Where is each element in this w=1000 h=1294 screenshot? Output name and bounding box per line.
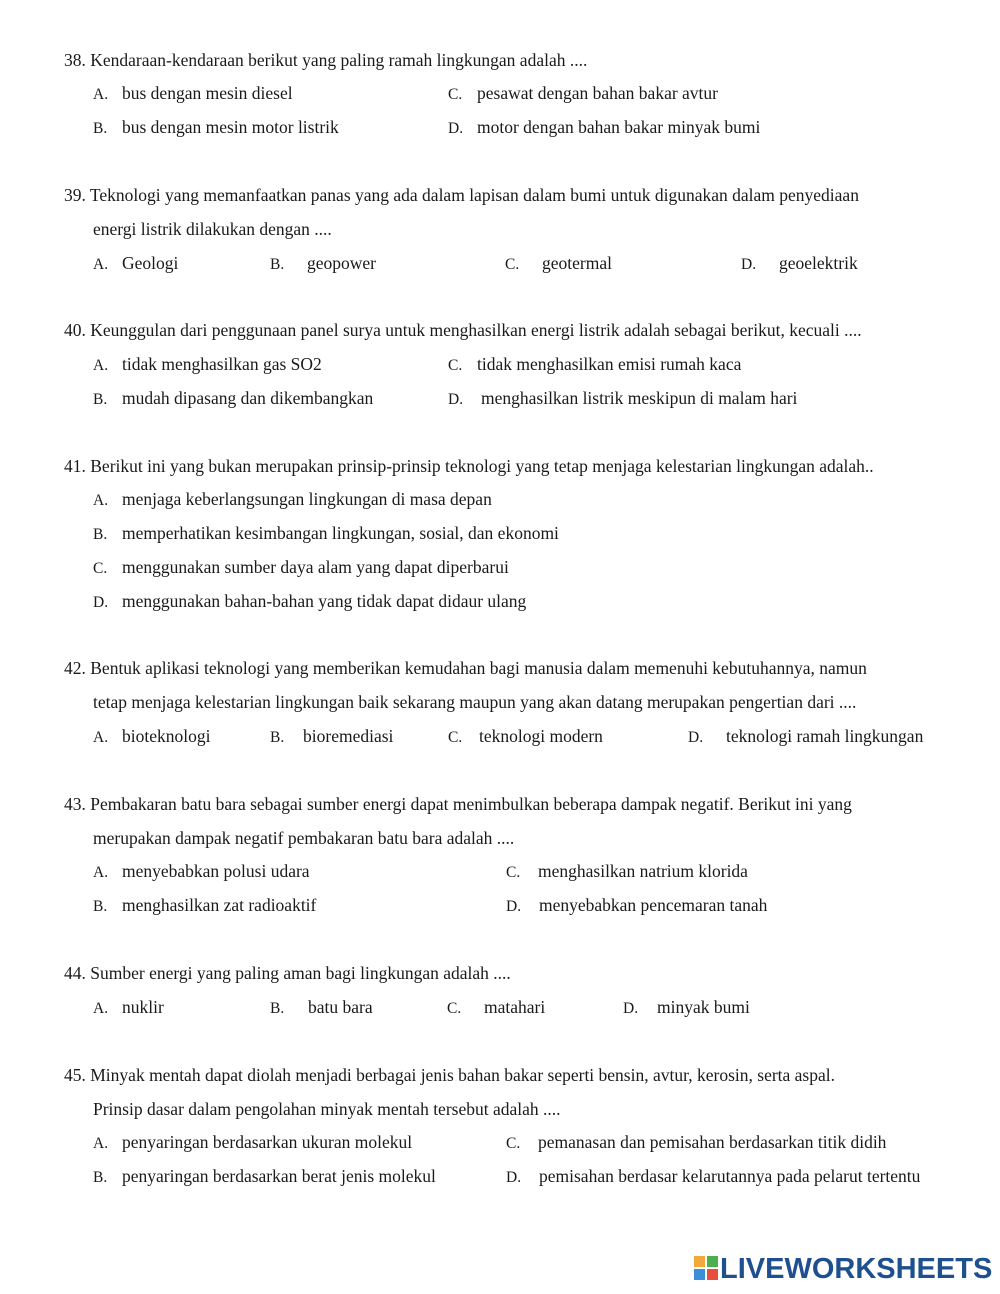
- logo-grid-icon: [694, 1256, 718, 1280]
- option-letter: A.: [93, 1135, 109, 1152]
- option-c[interactable]: [448, 82, 718, 106]
- logo-cell: [707, 1269, 718, 1280]
- option-b[interactable]: [270, 725, 393, 749]
- option-text: teknologi modern: [479, 726, 603, 746]
- option-text: batu bara: [308, 997, 373, 1017]
- option-text: mudah dipasang dan dikembangkan: [122, 388, 374, 408]
- option-text: menghasilkan natrium klorida: [538, 861, 748, 881]
- question-stem: 40. Keunggulan dari penggunaan panel surya untuk menghasilkan energi listrik adalah sebagai berikut, kecuali ....: [64, 320, 862, 340]
- option-letter: C.: [506, 864, 521, 881]
- option-letter: C.: [448, 729, 463, 746]
- option-letter: D.: [448, 120, 464, 137]
- option-letter: C.: [448, 86, 463, 103]
- option-d[interactable]: [448, 116, 760, 140]
- option-letter: B.: [93, 120, 108, 137]
- option-b[interactable]: [270, 996, 373, 1020]
- option-letter: D.: [448, 391, 464, 408]
- option-text: menyebabkan pencemaran tanah: [539, 895, 768, 915]
- option-text: bus dengan mesin diesel: [122, 83, 293, 103]
- option-letter: D.: [506, 1169, 522, 1186]
- option-letter: B.: [93, 1169, 108, 1186]
- option-c[interactable]: [93, 556, 509, 580]
- option-d[interactable]: [448, 387, 797, 411]
- option-b[interactable]: [93, 894, 316, 918]
- question-stem-continued: tetap menjaga kelestarian lingkungan baik sekarang maupun yang akan datang merupakan pengertian dari ....: [93, 692, 857, 712]
- option-c[interactable]: [505, 252, 612, 276]
- option-text: geopower: [307, 253, 377, 273]
- option-text: pemanasan dan pemisahan berdasarkan titik didih: [538, 1132, 887, 1152]
- option-letter: B.: [270, 1000, 285, 1017]
- option-d[interactable]: [506, 894, 767, 918]
- option-a[interactable]: [93, 996, 164, 1020]
- option-text: penyaringan berdasarkan berat jenis molekul: [122, 1166, 436, 1186]
- option-text: pesawat dengan bahan bakar avtur: [477, 83, 719, 103]
- option-letter: B.: [93, 898, 108, 915]
- option-letter: C.: [93, 560, 108, 577]
- question-stem: 44. Sumber energi yang paling aman bagi lingkungan adalah ....: [64, 963, 511, 983]
- question-stem: 42. Bentuk aplikasi teknologi yang memberikan kemudahan bagi manusia dalam memenuhi kebutuhannya, namun: [64, 658, 867, 678]
- option-letter: B.: [93, 526, 108, 543]
- option-text: bus dengan mesin motor listrik: [122, 117, 339, 137]
- option-b[interactable]: [93, 1165, 436, 1189]
- option-text: tidak menghasilkan emisi rumah kaca: [477, 354, 742, 374]
- option-a[interactable]: [93, 1131, 412, 1155]
- option-letter: A.: [93, 864, 109, 881]
- option-d[interactable]: [506, 1165, 920, 1189]
- option-letter: C.: [506, 1135, 521, 1152]
- option-c[interactable]: [447, 996, 545, 1020]
- option-b[interactable]: [270, 252, 376, 276]
- option-d[interactable]: [741, 252, 858, 276]
- option-text: pemisahan berdasar kelarutannya pada pelarut tertentu: [539, 1166, 921, 1186]
- option-a[interactable]: [93, 860, 310, 884]
- option-letter: D.: [93, 594, 109, 611]
- option-letter: A.: [93, 729, 109, 746]
- option-letter: C.: [447, 1000, 462, 1017]
- liveworksheets-logo: [694, 1253, 993, 1285]
- option-a[interactable]: [93, 488, 492, 512]
- option-text: teknologi ramah lingkungan: [726, 726, 924, 746]
- question-stem: 39. Teknologi yang memanfaatkan panas yang ada dalam lapisan dalam bumi untuk digunakan dalam penyediaan: [64, 185, 859, 205]
- option-text: matahari: [484, 997, 546, 1017]
- logo-cell: [694, 1269, 705, 1280]
- option-b[interactable]: [93, 387, 373, 411]
- option-letter: D.: [741, 256, 757, 273]
- option-a[interactable]: [93, 353, 322, 377]
- option-c[interactable]: [448, 353, 741, 377]
- question-stem-continued: Prinsip dasar dalam pengolahan minyak mentah tersebut adalah ....: [93, 1099, 561, 1119]
- option-letter: B.: [270, 729, 285, 746]
- question-stem-continued: energi listrik dilakukan dengan ....: [93, 219, 332, 239]
- option-text: menjaga keberlangsungan lingkungan di masa depan: [122, 489, 492, 509]
- option-text: Geologi: [122, 253, 179, 273]
- option-letter: A.: [93, 86, 109, 103]
- option-letter: A.: [93, 357, 109, 374]
- option-b[interactable]: [93, 522, 559, 546]
- option-c[interactable]: [506, 1131, 886, 1155]
- option-text: menyebabkan polusi udara: [122, 861, 310, 881]
- option-text: motor dengan bahan bakar minyak bumi: [477, 117, 761, 137]
- option-text: bioteknologi: [122, 726, 211, 746]
- option-d[interactable]: [688, 725, 923, 749]
- option-letter: C.: [505, 256, 520, 273]
- option-letter: A.: [93, 1000, 109, 1017]
- option-text: bioremediasi: [303, 726, 394, 746]
- option-letter: A.: [93, 256, 109, 273]
- option-letter: D.: [623, 1000, 639, 1017]
- logo-cell: [694, 1256, 705, 1267]
- brand-wordmark: LIVEWORKSHEETS: [720, 1253, 993, 1285]
- option-text: menghasilkan listrik meskipun di malam hari: [481, 388, 798, 408]
- option-letter: A.: [93, 492, 109, 509]
- option-a[interactable]: [93, 252, 178, 276]
- option-text: tidak menghasilkan gas SO2: [122, 354, 322, 374]
- option-text: memperhatikan kesimbangan lingkungan, sosial, dan ekonomi: [122, 523, 559, 543]
- option-text: menghasilkan zat radioaktif: [122, 895, 317, 915]
- question-stem: 41. Berikut ini yang bukan merupakan prinsip-prinsip teknologi yang tetap menjaga kelestarian lingkungan adalah..: [64, 456, 874, 476]
- option-text: penyaringan berdasarkan ukuran molekul: [122, 1132, 413, 1152]
- option-letter: B.: [93, 391, 108, 408]
- option-a[interactable]: [93, 82, 293, 106]
- question-stem: 38. Kendaraan-kendaraan berikut yang paling ramah lingkungan adalah ....: [64, 50, 588, 70]
- option-c[interactable]: [506, 860, 748, 884]
- logo-cell: [707, 1256, 718, 1267]
- option-b[interactable]: [93, 116, 339, 140]
- option-a[interactable]: [93, 725, 210, 749]
- question-stem: 43. Pembakaran batu bara sebagai sumber energi dapat menimbulkan beberapa dampak negatif. Berikut ini yang: [64, 794, 852, 814]
- option-c[interactable]: [448, 725, 603, 749]
- option-text: geotermal: [542, 253, 612, 273]
- question-stem-continued: merupakan dampak negatif pembakaran batu bara adalah ....: [93, 828, 515, 848]
- option-letter: B.: [270, 256, 285, 273]
- option-d[interactable]: [623, 996, 750, 1020]
- option-text: menggunakan bahan-bahan yang tidak dapat didaur ulang: [122, 591, 527, 611]
- option-letter: D.: [688, 729, 704, 746]
- option-d[interactable]: [93, 590, 526, 614]
- option-letter: C.: [448, 357, 463, 374]
- option-letter: D.: [506, 898, 522, 915]
- option-text: geoelektrik: [779, 253, 858, 273]
- option-text: menggunakan sumber daya alam yang dapat diperbarui: [122, 557, 509, 577]
- option-text: minyak bumi: [657, 997, 750, 1017]
- question-stem: 45. Minyak mentah dapat diolah menjadi berbagai jenis bahan bakar seperti bensin, avtur, kerosin, serta aspal.: [64, 1065, 835, 1085]
- option-text: nuklir: [122, 997, 164, 1017]
